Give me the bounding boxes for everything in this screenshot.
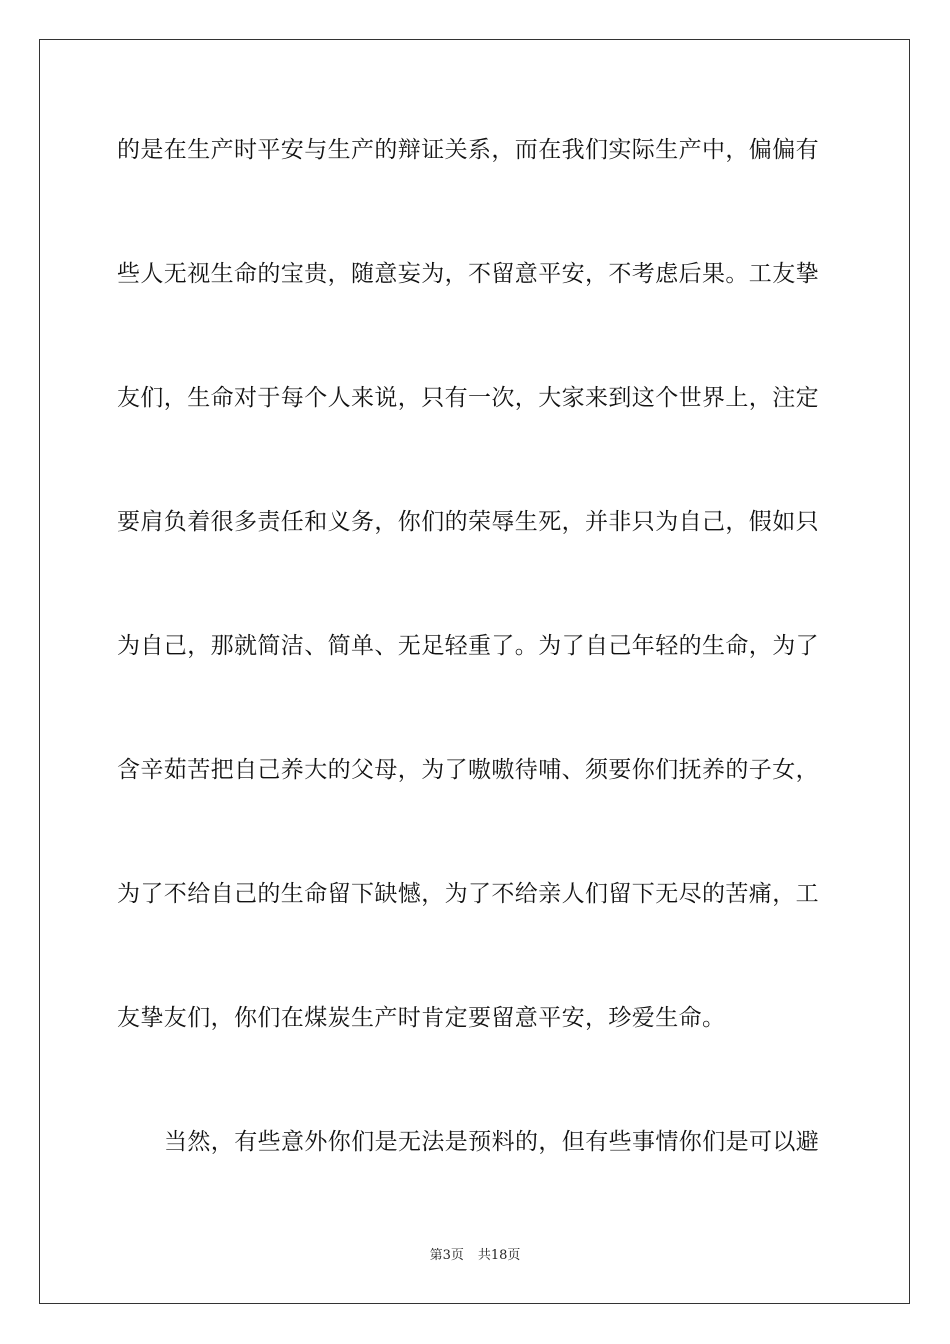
text-line: 友们，生命对于每个人来说，只有一次，大家来到这个世界上，注定: [117, 385, 819, 411]
text-line: 为自己，那就简洁、简单、无足轻重了。为了自己年轻的生命，为了: [117, 633, 819, 659]
text-line: 的是在生产时平安与生产的辩证关系，而在我们实际生产中，偏偏有: [117, 137, 819, 163]
page-footer: [0, 1247, 950, 1265]
page-border: [39, 39, 910, 1304]
text-line: 为了不给自己的生命留下缺憾，为了不给亲人们留下无尽的苦痛，工: [117, 881, 819, 907]
text-line: 含辛茹苦把自己养大的父母，为了嗷嗷待哺、须要你们抚养的子女，: [117, 757, 819, 783]
paragraph-first-line: 当然，有些意外你们是无法是预料的，但有些事情你们是可以避: [164, 1129, 820, 1155]
text-line: 友挚友们，你们在煤炭生产时肯定要留意平安，珍爱生命。: [117, 1005, 726, 1031]
text-line: 要肩负着很多责任和义务，你们的荣辱生死，并非只为自己，假如只: [117, 509, 819, 535]
text-line: 些人无视生命的宝贵，随意妄为，不留意平安，不考虑后果。工友挚: [117, 261, 819, 287]
page-number: 第3页: [429, 1248, 464, 1263]
page-total: 共18页: [477, 1248, 521, 1263]
